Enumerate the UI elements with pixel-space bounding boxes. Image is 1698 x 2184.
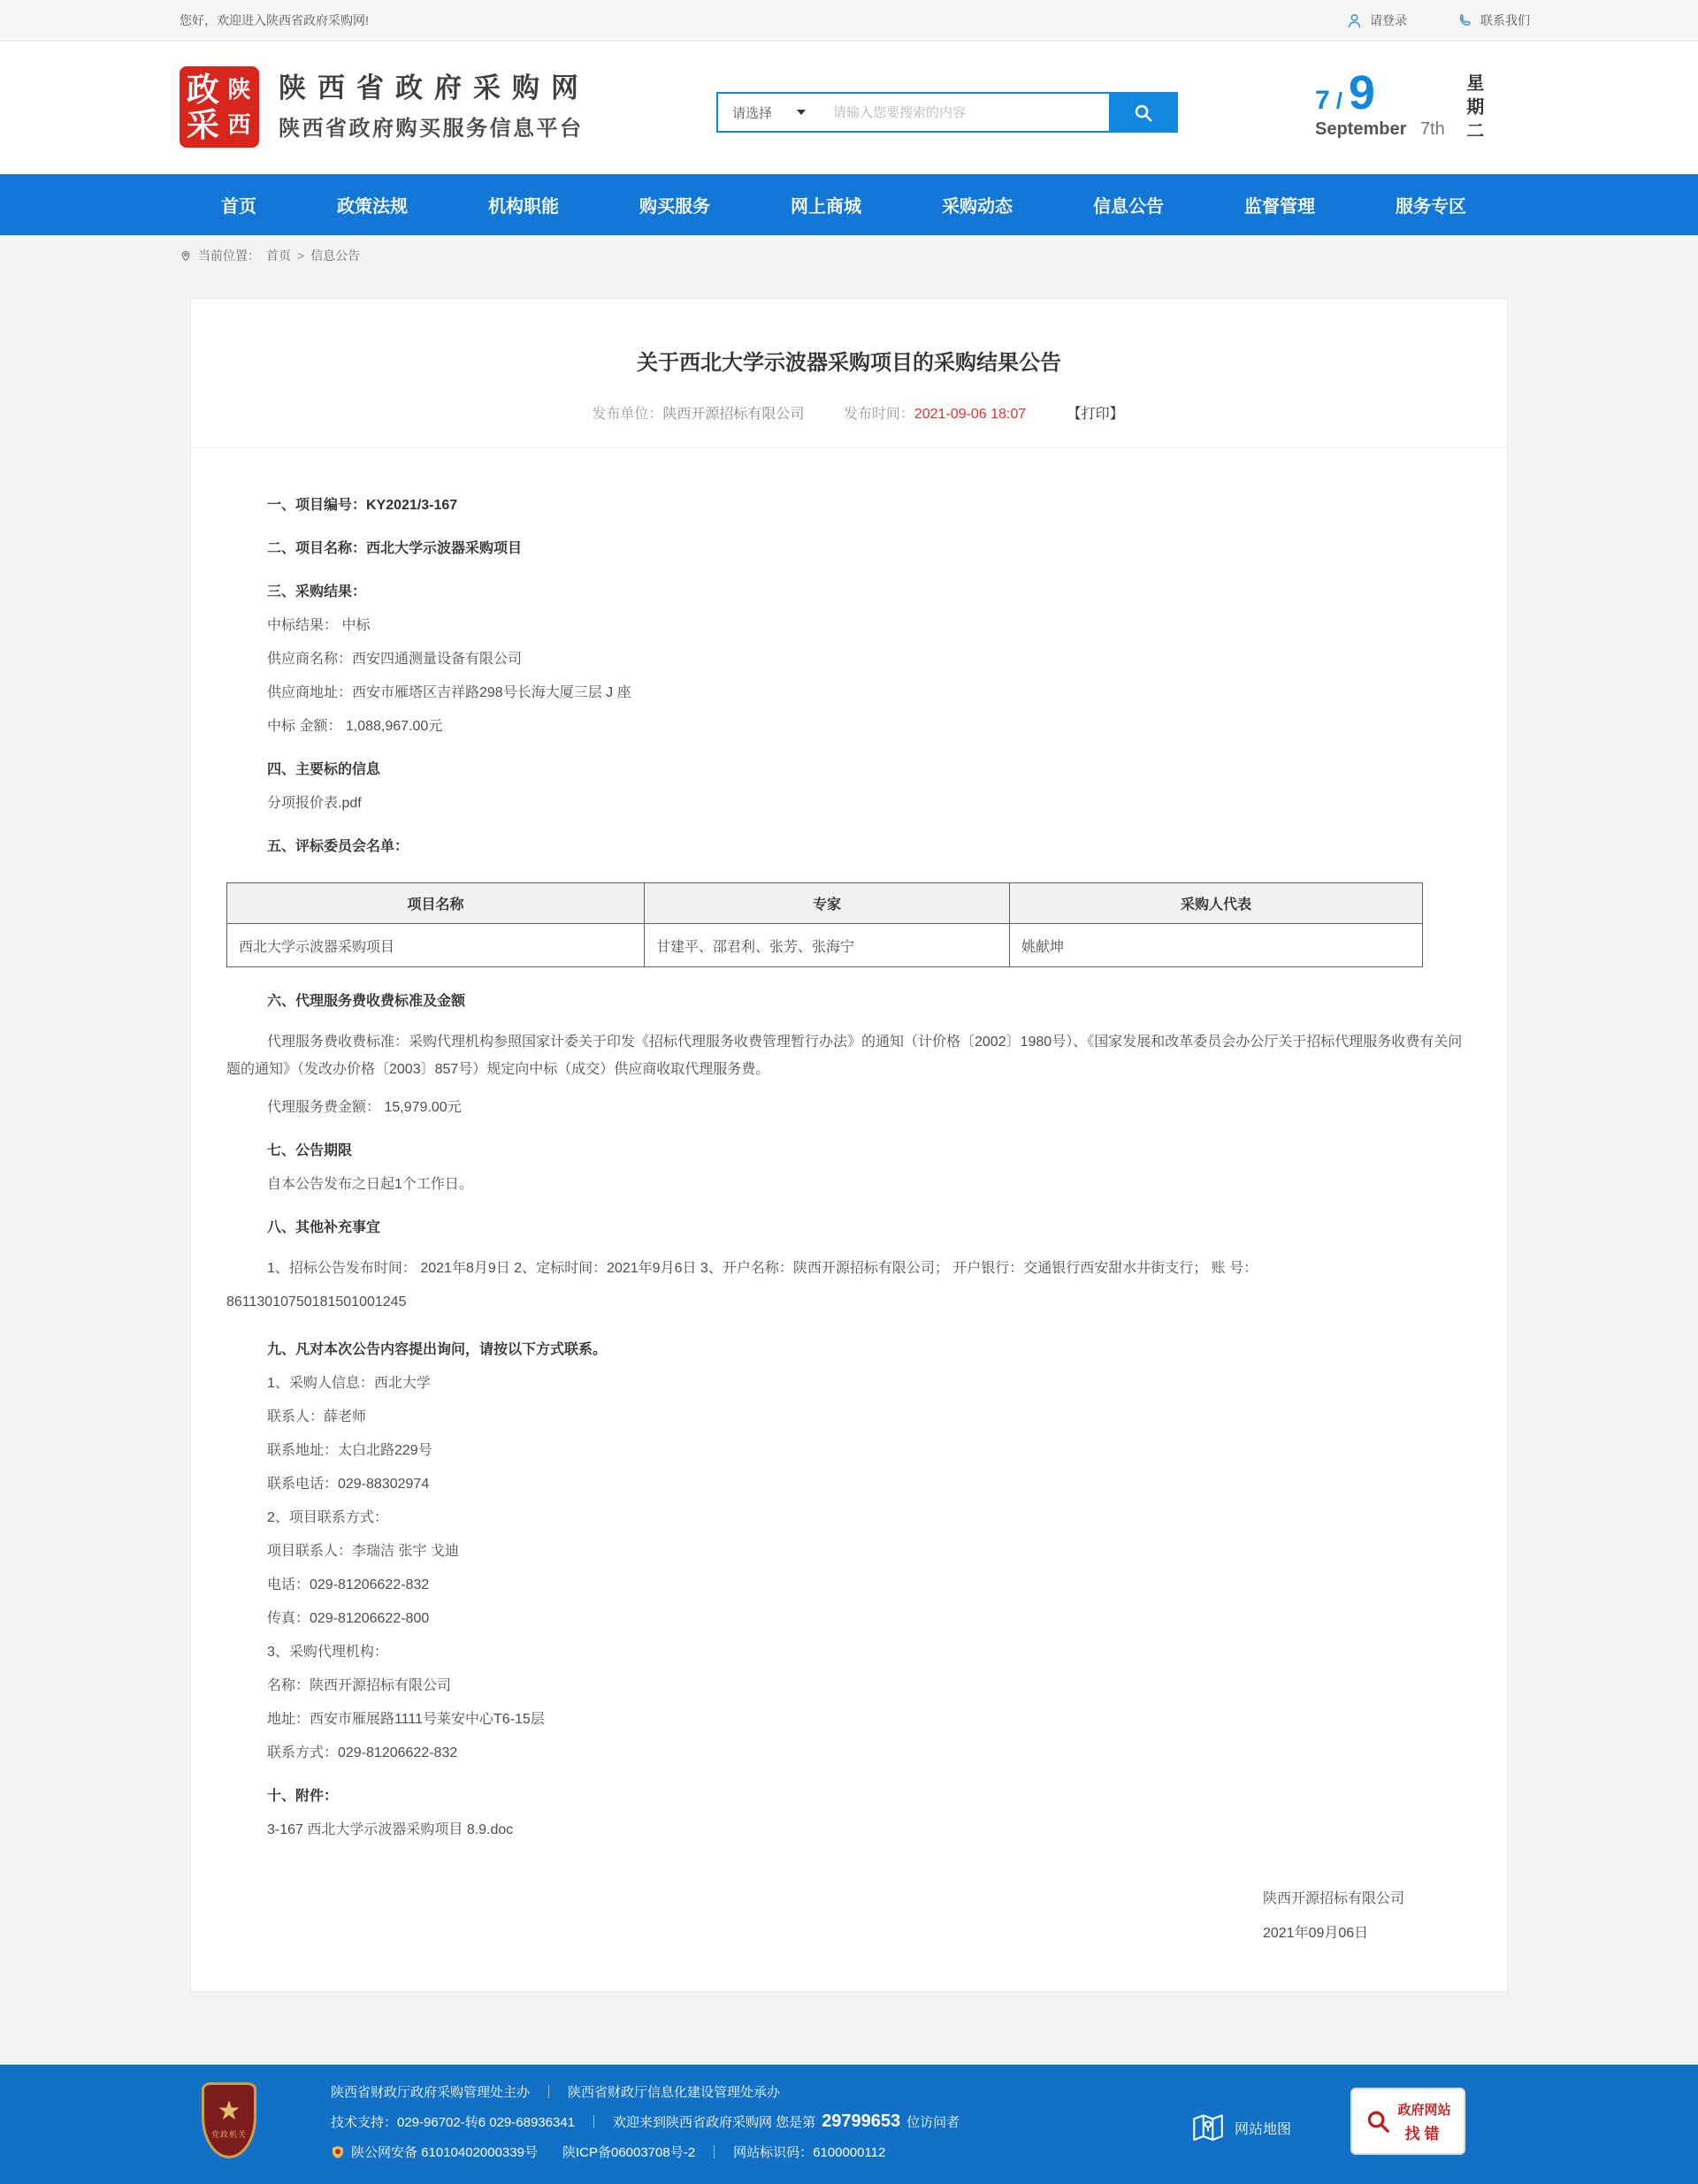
seal-char: 西 [227, 111, 251, 138]
seal-char: 陕 [227, 76, 251, 103]
footer-host: 陕西省财政厅政府采购管理处主办 [331, 2085, 531, 2101]
sitemap-link[interactable] [1189, 2109, 1291, 2146]
footer-welcome-post: 位访问者 [906, 2115, 960, 2131]
site-header [0, 42, 1698, 174]
search-category-label: 请选择 [732, 105, 773, 121]
article-line: 联系人：薛老师 [267, 1409, 367, 1424]
article-line: 自本公告发布之日起1个工作日。 [267, 1177, 473, 1193]
table-header-cell: 采购人代表 [1010, 883, 1423, 924]
article-line: 传真：029-81206622-800 [267, 1610, 430, 1626]
nav-item[interactable]: 购买服务 [639, 197, 710, 217]
publish-time-label: 发布时间： [843, 407, 914, 422]
publish-time-value: 2021-09-06 18:07 [914, 407, 1027, 422]
article-line: 联系方式：029-81206622-832 [267, 1745, 458, 1760]
publisher-value: 陕西开源招标有限公司 [662, 407, 805, 422]
article-line: 八、其他补充事宜 [267, 1220, 381, 1236]
contact-link[interactable] [1457, 11, 1530, 29]
article-line: 86113010750181501001245 [226, 1294, 407, 1310]
article-line: 一、项目编号：KY2021/3-167 [267, 498, 458, 513]
article-line[interactable]: 分项报价表.pdf [267, 796, 362, 811]
location-pin-icon [180, 248, 192, 263]
party-government-emblem-icon: ★ 党政机关 [202, 2082, 256, 2158]
footer-line-host: 陕西省财政厅政府采购管理处主办 ｜ 陕西省财政厅信息化建设管理处承办 [331, 2082, 960, 2101]
signature-block [1263, 1890, 1404, 1942]
site-logo[interactable] [180, 66, 590, 148]
visitor-count: 29799653 [822, 2111, 901, 2132]
article-line: 五、评标委员会名单： [267, 839, 409, 854]
main-nav [0, 174, 1698, 235]
article-line[interactable]: 3-167 西北大学示波器采购项目 8.9.doc [267, 1821, 514, 1837]
nav-item[interactable]: 机构职能 [488, 197, 559, 217]
chevron-down-icon [797, 110, 806, 115]
article-line: 联系地址：太白北路229号 [267, 1442, 432, 1458]
date-day-ordinal: 7th [1419, 119, 1445, 139]
article-line: 名称：陕西开源招标有限公司 [267, 1677, 452, 1693]
welcome-text: 您好，欢迎进入陕西省政府采购网! [180, 13, 369, 27]
article-line: 地址：西安市雁展路1111号莱安中心T6-15层 [267, 1711, 545, 1727]
search-box [716, 92, 1178, 133]
article-line: 九、凡对本次公告内容提出询问，请按以下方式联系。 [267, 1341, 608, 1357]
breadcrumb [180, 247, 360, 264]
article-line: 供应商名称：西安四通测量设备有限公司 [267, 652, 523, 667]
date-month-name: September [1315, 119, 1407, 139]
logo-seal-icon [180, 66, 259, 148]
find-error-badge[interactable] [1350, 2088, 1465, 2155]
table-row [227, 924, 1423, 967]
article-line: 代理服务费收费标准：采购代理机构参照国家计委关于印发《招标代理服务收费管理暂行办法》的通知（计价格〔2002〕1980号）、《国家发展和改革委员会办公厅关于招标代理服务收费有关问题的通知》（发改办价格〔2003〕857号）规定向中标（成交）供应商收取代理服务费。 [226, 1035, 1463, 1078]
article-line: 项目联系人：李瑞洁 张宇 戈迪 [267, 1543, 459, 1559]
footer-line-beian: 陕公网安备 61010402000339号 陕ICP备06003708号-2 ｜ 网站标识码：6100000112 [331, 2142, 960, 2161]
site-title: 陕西省政府采购网 [279, 73, 590, 104]
table-cell-purchaser-rep: 姚献坤 [1010, 924, 1423, 967]
nav-item[interactable]: 服务专区 [1396, 197, 1466, 217]
article-body [191, 448, 1507, 1942]
page-title: 关于西北大学示波器采购项目的采购结果公告 [637, 351, 1061, 375]
article-line: 联系电话：029-88302974 [267, 1476, 430, 1492]
search-category-select[interactable] [718, 103, 826, 122]
article-line: 3、采购代理机构： [267, 1644, 388, 1660]
article-line: 三、采购结果： [267, 584, 367, 599]
footer-line-support: 技术支持：029-96702-转6 029-68936341 ｜ 欢迎来到陕西省政府采购网 您是第 29799653 位访问者 [331, 2111, 960, 2132]
table-cell-project: 西北大学示波器采购项目 [227, 924, 645, 967]
committee-table [226, 882, 1423, 967]
nav-item[interactable]: 首页 [221, 197, 256, 217]
date-month-number: 9 [1348, 66, 1375, 119]
police-badge-icon [331, 2144, 345, 2160]
article-line: 1、采购人信息：西北大学 [267, 1375, 431, 1391]
content-area [0, 235, 1698, 2065]
search-input[interactable] [826, 104, 1109, 121]
publisher-label: 发布单位： [592, 407, 663, 422]
seal-char: 采 [186, 106, 219, 143]
nav-item[interactable]: 信息公告 [1093, 197, 1164, 217]
find-error-title: 政府网站 [1397, 2102, 1451, 2118]
search-button[interactable] [1109, 94, 1176, 131]
nav-item[interactable]: 网上商城 [791, 197, 861, 217]
article-line: 中标 金额： 1,088,967.00元 [267, 719, 443, 734]
footer-tech-support: 技术支持：029-96702-转6 029-68936341 [331, 2115, 575, 2131]
breadcrumb-separator: > [297, 248, 305, 263]
date-widget [1315, 66, 1518, 145]
nav-item[interactable]: 采购动态 [942, 197, 1013, 217]
article-line: 1、招标公告发布时间： 2021年8月9日 2、定标时间：2021年9月6日 3、开户名称：陕西开源招标有限公司； 开户银行：交通银行西安甜水井街支行； 账 号： [267, 1261, 1258, 1277]
contact-label: 联系我们 [1480, 13, 1530, 27]
icp-beian-link[interactable]: 陕ICP备06003708号-2 [562, 2145, 696, 2161]
article-line: 供应商地址：西安市雁塔区吉祥路298号长海大厦三层 J 座 [267, 685, 631, 700]
date-slash: / [1335, 88, 1342, 114]
site-code: 网站标识码：6100000112 [733, 2145, 886, 2161]
table-header-cell: 项目名称 [227, 883, 645, 924]
breadcrumb-label: 当前位置： [198, 248, 260, 263]
article-line: 四、主要标的信息 [267, 762, 381, 777]
date-weekday: 星期二 [1463, 73, 1483, 145]
signature-date: 2021年09月06日 [1262, 1925, 1369, 1941]
table-header-cell: 专家 [645, 883, 1010, 924]
login-label: 请登录 [1370, 13, 1407, 27]
breadcrumb-current[interactable]: 信息公告 [310, 248, 361, 263]
footer-undertake: 陕西省财政厅信息化建设管理处承办 [568, 2085, 781, 2101]
article-line: 六、代理服务费收费标准及金额 [267, 994, 466, 1009]
date-day: 7 [1315, 86, 1330, 115]
login-link[interactable] [1346, 11, 1407, 29]
topbar [0, 0, 1698, 42]
print-button[interactable]: 【打印】 [1067, 407, 1124, 422]
find-error-magnifier-icon [1365, 2108, 1391, 2134]
announcement-card [190, 298, 1508, 1992]
nav-item[interactable]: 政策法规 [337, 197, 408, 217]
article-line: 2、项目联系方式： [267, 1509, 388, 1525]
nav-item[interactable]: 监督管理 [1244, 197, 1315, 217]
article-line: 十、附件： [267, 1788, 339, 1804]
search-icon [1133, 103, 1153, 123]
seal-char: 政 [186, 71, 219, 108]
map-icon [1189, 2109, 1227, 2146]
footer [0, 2065, 1698, 2184]
phone-icon [1457, 12, 1473, 29]
article-line: 七、公告期限 [267, 1143, 353, 1159]
find-error-subtitle: 找错 [1404, 2125, 1444, 2142]
article-line: 中标结果： 中标 [267, 618, 371, 633]
article-meta [191, 402, 1507, 423]
emblem-label: 党政机关 [210, 2129, 247, 2139]
sitemap-label: 网站地图 [1235, 2121, 1292, 2137]
gongan-beian-link[interactable]: 陕公网安备 61010402000339号 [351, 2145, 538, 2161]
user-icon [1346, 12, 1363, 29]
breadcrumb-home[interactable]: 首页 [266, 248, 291, 263]
article-line: 代理服务费金额： 15,979.00元 [267, 1100, 462, 1116]
table-cell-experts: 甘建平、邵君利、张芳、张海宁 [645, 924, 1010, 967]
article-line: 二、项目名称：西北大学示波器采购项目 [267, 541, 523, 556]
footer-welcome-pre: 欢迎来到陕西省政府采购网 您是第 [613, 2115, 816, 2131]
article-line: 电话：029-81206622-832 [267, 1577, 430, 1592]
site-subtitle: 陕西省政府购买服务信息平台 [279, 116, 584, 141]
signature-company: 陕西开源招标有限公司 [1262, 1890, 1404, 1906]
